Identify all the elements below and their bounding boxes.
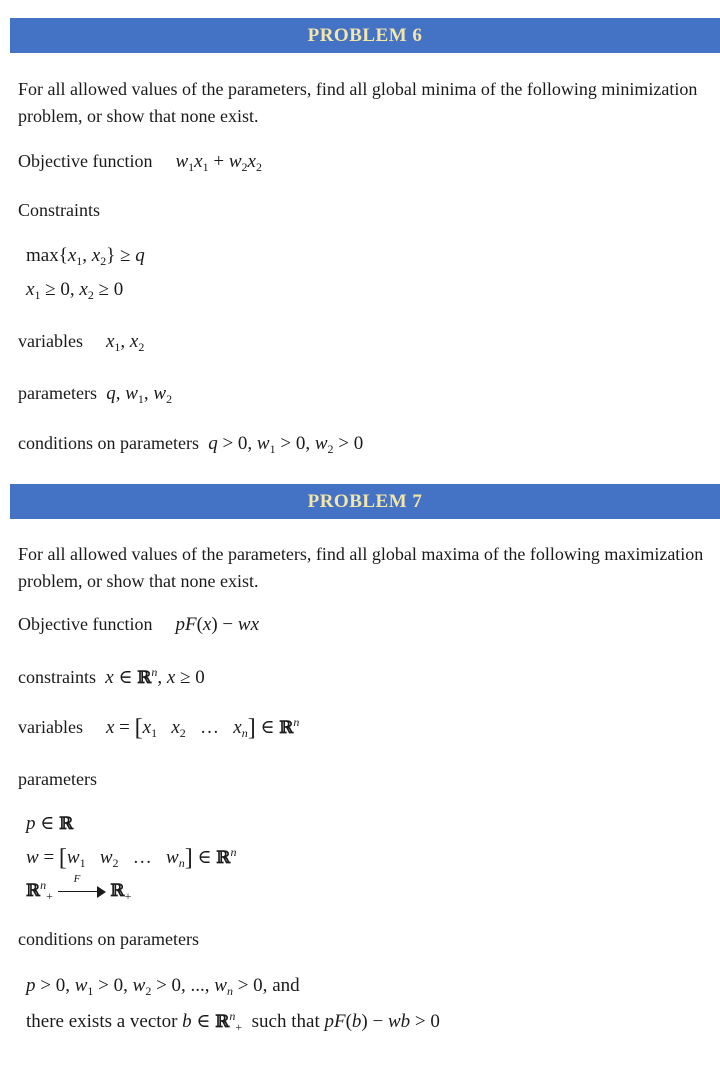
arrow-icon: F [58, 885, 106, 899]
conditions-formula: q > 0, $w_1 > 0$, $w_2 > 0$ [208, 433, 364, 456]
objective-label: Objective function [18, 614, 153, 634]
such-that-text: such that [251, 1011, 320, 1032]
problem-6-constraints-label: Constraints [18, 200, 101, 220]
variables-label: variables [18, 331, 83, 351]
problem-6-conditions [18, 433, 363, 455]
objective-label: Objective function [18, 151, 153, 171]
problem-7-objective [18, 614, 259, 636]
constraints-label: constraints [18, 667, 96, 687]
variables-formula: $x_1$, $x_2$ [105, 331, 145, 354]
conditions-label: conditions on parameters [18, 433, 199, 453]
constraints-formula: x ∈ ℝ$^n$, x ≥ 0 [105, 665, 205, 688]
and-text: and [272, 975, 300, 996]
problem-7-conditions-label: conditions on parameters [18, 929, 199, 949]
problem-6-intro: For all allowed values of the parameters, find all global minima of the following minimization problem, or show that none exist. [18, 79, 698, 126]
problem-6-variables [18, 331, 144, 353]
problem-6-objective [18, 151, 262, 173]
problem-7-banner: PROBLEM 7 [10, 484, 720, 519]
objective-formula: pF(x) − wx [175, 614, 259, 635]
problem-7-condition-positive: p > 0, $w_1 > 0$, $w_2 > 0$, ..., $w_n > 0$, and [26, 975, 300, 998]
problem-7-intro: For all allowed values of the parameters, find all global maxima of the following maximization problem, or show that none exist. [18, 544, 704, 591]
problem-6-constraint-nonneg: $x_1 \ge 0$, $x_2 \ge 0$ [26, 279, 124, 302]
variables-formula: $x = [x_1$ $x_2$ … $x_n$] ∈ ℝ$^n$ [105, 715, 300, 741]
problem-7-condition-exists: there exists a vector b ∈ ℝ$^n_+$ such that pF(b) − wb > 0 [26, 1009, 440, 1034]
parameters-label: parameters [18, 383, 97, 403]
problem-6-constraint-max: $\max\{x_1$, $x_2\} \ge q$ [26, 245, 145, 268]
exists-text: there exists a vector [26, 1011, 178, 1032]
parameters-formula: q, $w_1$, $w_2$ [106, 383, 173, 406]
problem-7-param-F: ℝ$^n_+$ F ℝ$_+$ [26, 872, 132, 903]
variables-label: variables [18, 717, 83, 737]
problem-7-param-p: p ∈ ℝ [26, 813, 74, 834]
problem-7-constraints [18, 666, 205, 689]
problem-7-parameters-label: parameters [18, 769, 97, 789]
problem-6-parameters [18, 383, 172, 405]
problem-7-variables [18, 715, 299, 742]
objective-formula: $w_1x_1 + w_2x_2$ [175, 151, 262, 174]
problem-7-param-w: $w = [w_1$ $w_2$ … $w_n$] ∈ ℝ$^n$ [26, 845, 237, 871]
problem-6-banner: PROBLEM 6 [10, 18, 720, 53]
